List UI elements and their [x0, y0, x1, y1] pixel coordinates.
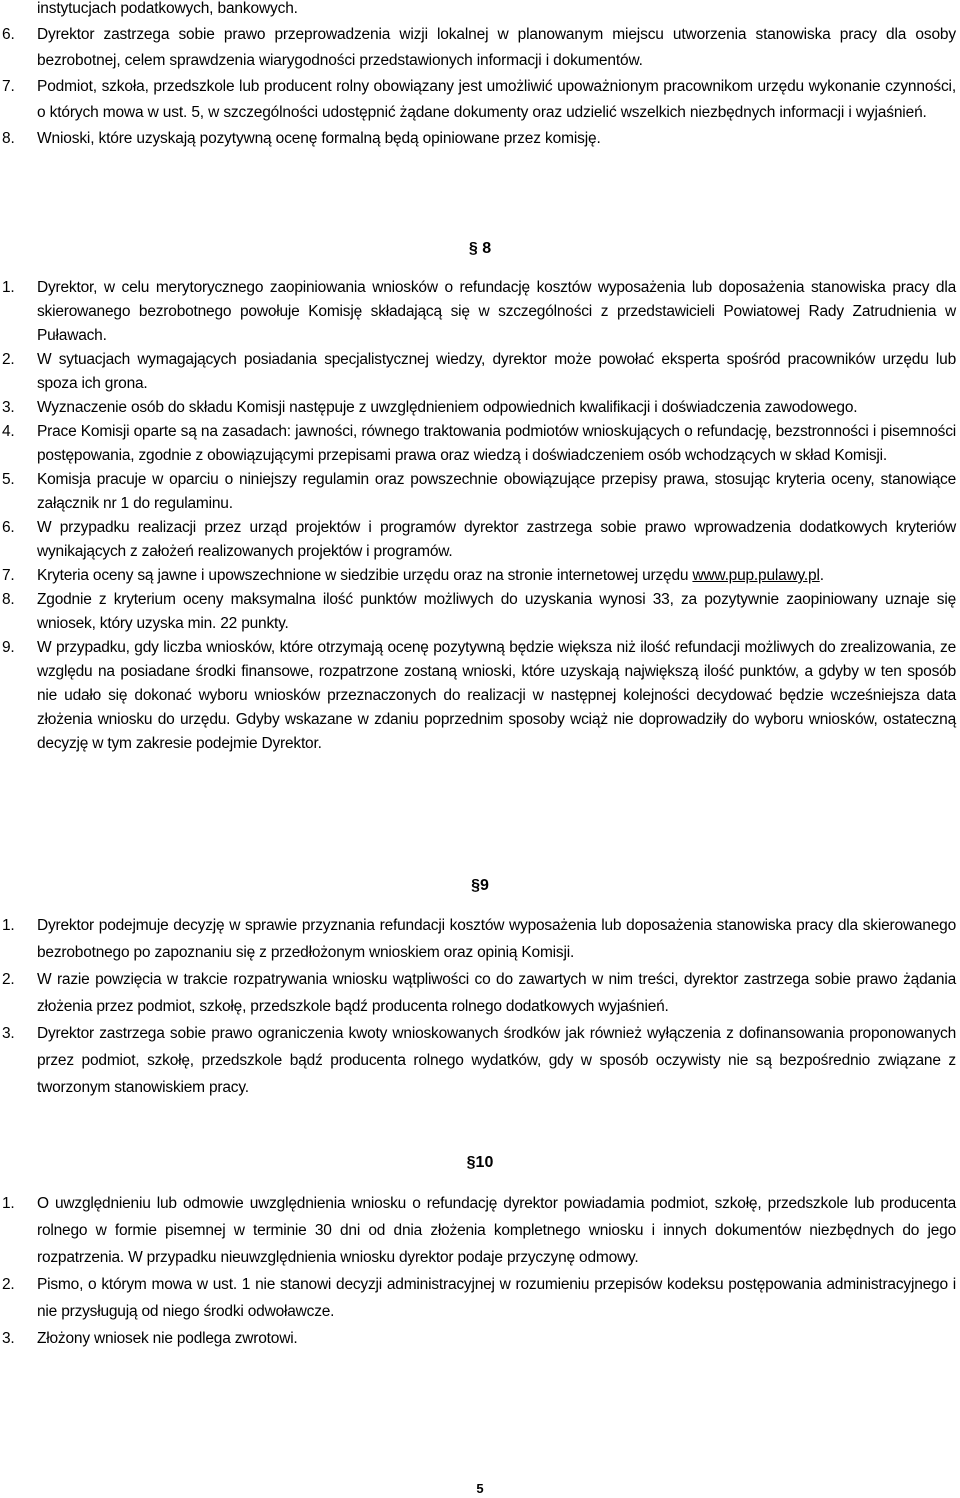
- item-text: Podmiot, szkoła, przedszkole lub producent rolny obowiązany jest umożliwić upoważnionym pracownikom urzędu wykonanie czynności, o których mowa w ust. 5, w szczególności udostępnić żądane dokumenty oraz udzielić wszelkich niezbędnych informacji i wyjaśnień.: [37, 78, 956, 121]
- item-number: 3.: [2, 1330, 15, 1347]
- item-text: O uwzględnieniu lub odmowie uwzględnienia wniosku o refundację dyrektor powiadamia podmiot, szkołę, przedszkole lub producenta rolnego w formie pisemnej w terminie 30 dni od dnia złożenia kompletnego wniosku i innych dokumentów niezbędnych do jego rozpatrzenia. W przypadku nieuwzględnienia wniosku dyrektor podaje przyczynę odmowy.: [37, 1195, 956, 1266]
- item-number: 8.: [2, 591, 15, 608]
- list-item: [0, 126, 960, 152]
- item-number: 3.: [2, 399, 15, 416]
- list-item: [0, 516, 960, 564]
- list-item: [0, 912, 960, 966]
- page-number: 5: [476, 1481, 484, 1496]
- section-heading-10: §10: [466, 1154, 494, 1171]
- link-trailing-text: .: [819, 567, 824, 584]
- section-heading-9: §9: [471, 877, 489, 894]
- item-text: W przypadku, gdy liczba wniosków, które otrzymają ocenę pozytywną będzie większa niż ilość refundacji możliwych do zrealizowania, ze względu na posiadane środki finansowe, rozpatrzone zostaną wnioski, które uzyskają największą ilość punktów, a gdyby w ten sposób nie udało się dokonać wyboru wniosków przeznaczonych do realizacji w następnej kolejności decydować będzie wcześniejsza data złożenia wniosku do urzędu. Gdyby wskazane w zdaniu poprzednim sposoby wciąż nie doprowadziły do wyboru wniosków, ostateczną decyzję w tym zakresie podejmie Dyrektor.: [37, 639, 956, 752]
- item-number: 3.: [2, 1025, 15, 1042]
- item-number: 1.: [2, 279, 15, 296]
- item-text: W sytuacjach wymagających posiadania specjalistycznej wiedzy, dyrektor może powołać eksperta spośród pracowników urzędu lub spoza ich grona.: [37, 351, 956, 392]
- item-text: Kryteria oceny są jawne i upowszechnione w siedzibie urzędu oraz na stronie internetowej urzędu: [37, 567, 689, 584]
- item-number: 6.: [2, 519, 15, 536]
- item-text: Zgodnie z kryterium oceny maksymalna ilość punktów możliwych do uzyskania wynosi 33, za pozytywnie zaopiniowany uznaje się wniosek, który uzyska min. 22 punkty.: [37, 591, 956, 632]
- list-item: [0, 636, 960, 756]
- item-number: 5.: [2, 471, 15, 488]
- list-item: [0, 588, 960, 636]
- item-number: 1.: [2, 917, 15, 934]
- continuation-text: instytucjach podatkowych, bankowych.: [37, 0, 298, 17]
- list-item: [0, 1271, 960, 1325]
- item-text: Dyrektor podejmuje decyzję w sprawie przyznania refundacji kosztów wyposażenia lub doposażenia stanowiska pracy dla skierowanego bezrobotnego po zapoznaniu się z przedłożonym wnioskiem oraz opinią Komisji.: [37, 917, 956, 961]
- list-item: [0, 420, 960, 468]
- item-number: 2.: [2, 971, 15, 988]
- item-number: 1.: [2, 1195, 15, 1212]
- item-number: 7.: [2, 567, 15, 584]
- item-text: Wnioski, które uzyskają pozytywną ocenę formalną będą opiniowane przez komisję.: [37, 130, 601, 147]
- item-text: Komisja pracuje w oparciu o niniejszy regulamin oraz powszechnie obowiązujące przepisy prawa, stosując kryteria oceny, stanowiące załącznik nr 1 do regulaminu.: [37, 471, 956, 512]
- item-number: 4.: [2, 423, 15, 440]
- item-text: Dyrektor zastrzega sobie prawo ograniczenia kwoty wnioskowanych środków jak również wyłączenia z dofinansowania proponowanych przez podmiot, szkołę, przedszkole bądź producenta rolnego wydatków, gdy w sposób oczywisty nie są bezpośrednio związane z tworzonym stanowiskiem pracy.: [37, 1025, 956, 1096]
- list-item: [0, 1020, 960, 1101]
- item-number: 6.: [2, 26, 15, 43]
- item-number: 2.: [2, 1276, 15, 1293]
- item-number: 7.: [2, 78, 15, 95]
- list-item: [0, 1190, 960, 1271]
- section-10: [0, 1190, 960, 1352]
- list-item: [0, 468, 960, 516]
- section-top: [0, 0, 960, 152]
- section-9: [0, 912, 960, 1101]
- item-number: 9.: [2, 639, 15, 656]
- item-text: W razie powzięcia w trakcie rozpatrywania wniosku wątpliwości co do zawartych w nim treści, dyrektor zastrzega sobie prawo żądania złożenia przez podmiot, szkołę, przedszkole bądź producenta rolnego dodatkowych wyjaśnień.: [37, 971, 956, 1015]
- item-number: 2.: [2, 351, 15, 368]
- list-item: [0, 74, 960, 126]
- item-text: Dyrektor, w celu merytorycznego zaopiniowania wniosków o refundację kosztów wyposażenia lub doposażenia stanowiska pracy dla skierowanego bezrobotnego powołuje Komisję składającą się w szczególności z przedstawicieli Powiatowej Rady Zatrudnienia w Puławach.: [37, 279, 956, 344]
- list-item: [0, 348, 960, 396]
- list-item: [0, 396, 960, 420]
- section-8: [0, 276, 960, 756]
- item-text: Wyznaczenie osób do składu Komisji następuje z uwzględnieniem odpowiednich kwalifikacji i doświadczenia zawodowego.: [37, 399, 858, 416]
- item-text: Pismo, o którym mowa w ust. 1 nie stanowi decyzji administracyjnej w rozumieniu przepisów kodeksu postępowania administracyjnego i nie przysługują od niego środki odwoławcze.: [37, 1276, 956, 1320]
- website-link[interactable]: www.pup.pulawy.pl: [692, 567, 820, 584]
- section-heading-8: § 8: [468, 240, 492, 257]
- list-item: [0, 276, 960, 348]
- item-text: Złożony wniosek nie podlega zwrotowi.: [37, 1330, 298, 1347]
- list-item: [0, 1325, 960, 1352]
- list-item: [0, 966, 960, 1020]
- item-text: W przypadku realizacji przez urząd projektów i programów dyrektor zastrzega sobie prawo wprowadzenia dodatkowych kryteriów wynikających z założeń realizowanych projektów i programów.: [37, 519, 956, 560]
- item-text: Dyrektor zastrzega sobie prawo przeprowadzenia wizji lokalnej w planowanym miejscu utworzenia stanowiska pracy dla osoby bezrobotnej, celem sprawdzenia wiarygodności przedstawionych informacji i dokumentów.: [37, 26, 956, 69]
- list-item: [0, 564, 960, 588]
- list-item: [0, 22, 960, 74]
- item-number: 8.: [2, 130, 15, 147]
- item-text: Prace Komisji oparte są na zasadach: jawności, równego traktowania podmiotów wnioskujących o refundację, bezstronności i pisemności postępowania, zgodnie z obowiązującymi przepisami prawa oraz wiedzą i doświadczeniem osób wchodzących w skład Komisji.: [37, 423, 956, 464]
